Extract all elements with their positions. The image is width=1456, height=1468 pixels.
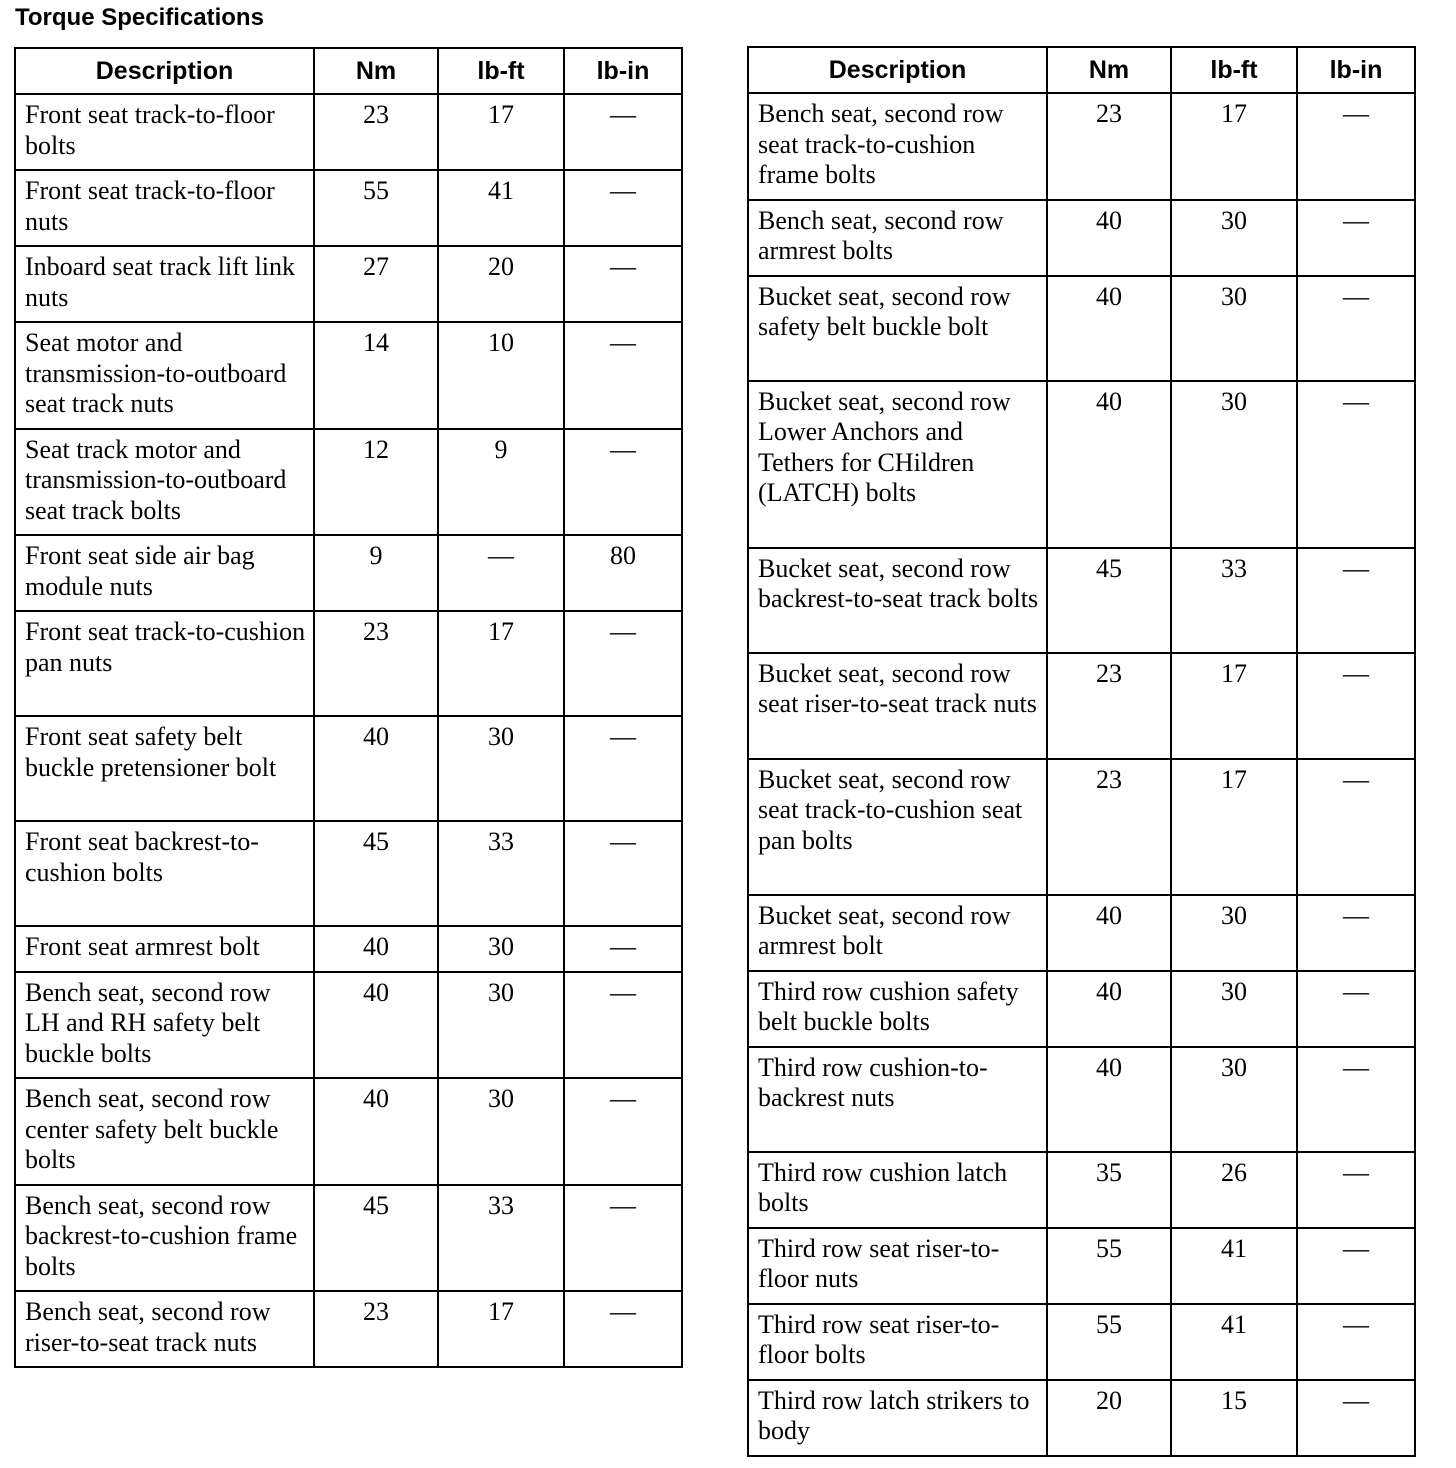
nm-cell: 12 (314, 429, 438, 536)
table-row (748, 971, 1415, 1047)
lb-ft-cell: 30 (438, 926, 564, 972)
table-row (15, 821, 682, 926)
description-cell: Third row seat riser-to-floor bolts (748, 1304, 1047, 1380)
table-row (15, 535, 682, 611)
description-cell: Seat motor and transmission-to-outboard seat track nuts (15, 322, 314, 429)
column-header-nm: Nm (314, 48, 438, 94)
lb-in-cell: — (564, 322, 682, 429)
description-cell: Third row cushion-to-backrest nuts (748, 1047, 1047, 1152)
description-cell: Front seat backrest-to-cushion bolts (15, 821, 314, 926)
table-row (15, 1291, 682, 1367)
table-row (15, 429, 682, 536)
table-row (15, 322, 682, 429)
description-cell: Bucket seat, second row backrest-to-seat track bolts (748, 548, 1047, 653)
nm-cell: 14 (314, 322, 438, 429)
nm-cell: 23 (1047, 93, 1171, 200)
description-cell: Third row cushion safety belt buckle bolts (748, 971, 1047, 1047)
column-header-nm: Nm (1047, 47, 1171, 93)
nm-cell: 40 (314, 716, 438, 821)
nm-cell: 40 (314, 1078, 438, 1185)
description-cell: Bucket seat, second row safety belt buckle bolt (748, 276, 1047, 381)
lb-ft-cell: 26 (1171, 1152, 1297, 1228)
nm-cell: 55 (1047, 1304, 1171, 1380)
lb-in-cell: — (1297, 895, 1415, 971)
description-cell: Bucket seat, second row seat riser-to-seat track nuts (748, 653, 1047, 759)
lb-ft-cell: 33 (438, 821, 564, 926)
nm-cell: 55 (1047, 1228, 1171, 1304)
description-cell: Front seat side air bag module nuts (15, 535, 314, 611)
lb-in-cell: — (564, 94, 682, 170)
description-cell: Bucket seat, second row seat track-to-cushion seat pan bolts (748, 759, 1047, 895)
nm-cell: 9 (314, 535, 438, 611)
nm-cell: 27 (314, 246, 438, 322)
lb-in-cell: — (1297, 93, 1415, 200)
lb-ft-cell: 17 (1171, 93, 1297, 200)
lb-ft-cell: 41 (1171, 1304, 1297, 1380)
nm-cell: 55 (314, 170, 438, 246)
lb-in-cell: — (564, 1185, 682, 1292)
table-row (748, 93, 1415, 200)
lb-in-cell: — (1297, 381, 1415, 548)
lb-in-cell: — (564, 170, 682, 246)
lb-ft-cell: 9 (438, 429, 564, 536)
table-row (15, 611, 682, 716)
nm-cell: 45 (1047, 548, 1171, 653)
nm-cell: 40 (314, 926, 438, 972)
table-header-row (15, 48, 682, 94)
lb-ft-cell: 10 (438, 322, 564, 429)
torque-table-right (747, 46, 1416, 1457)
lb-ft-cell: 30 (1171, 276, 1297, 381)
description-cell: Inboard seat track lift link nuts (15, 246, 314, 322)
page-title: Torque Specifications (15, 4, 264, 31)
lb-in-cell: — (1297, 548, 1415, 653)
description-cell: Front seat track-to-floor nuts (15, 170, 314, 246)
column-header-lb-ft: lb-ft (438, 48, 564, 94)
lb-ft-cell: 33 (438, 1185, 564, 1292)
nm-cell: 45 (314, 821, 438, 926)
description-cell: Front seat track-to-floor bolts (15, 94, 314, 170)
description-cell: Front seat armrest bolt (15, 926, 314, 972)
table-row (748, 1047, 1415, 1152)
description-cell: Bench seat, second row center safety belt buckle bolts (15, 1078, 314, 1185)
lb-ft-cell: 33 (1171, 548, 1297, 653)
table-row (15, 972, 682, 1079)
lb-ft-cell: 41 (438, 170, 564, 246)
table-row (15, 926, 682, 972)
lb-in-cell: — (564, 1291, 682, 1367)
lb-in-cell: — (564, 972, 682, 1079)
nm-cell: 40 (1047, 381, 1171, 548)
lb-ft-cell: 15 (1171, 1380, 1297, 1456)
table-row (748, 653, 1415, 759)
lb-in-cell: — (564, 611, 682, 716)
torque-table-left (14, 47, 683, 1368)
nm-cell: 40 (1047, 895, 1171, 971)
description-cell: Third row cushion latch bolts (748, 1152, 1047, 1228)
description-cell: Bench seat, second row armrest bolts (748, 200, 1047, 276)
lb-in-cell: — (1297, 200, 1415, 276)
lb-in-cell: — (1297, 653, 1415, 759)
table-row (15, 246, 682, 322)
lb-in-cell: 80 (564, 535, 682, 611)
lb-in-cell: — (1297, 1152, 1415, 1228)
description-cell: Third row seat riser-to-floor nuts (748, 1228, 1047, 1304)
nm-cell: 23 (1047, 759, 1171, 895)
nm-cell: 23 (314, 94, 438, 170)
table-row (15, 716, 682, 821)
table-row (748, 200, 1415, 276)
nm-cell: 45 (314, 1185, 438, 1292)
lb-in-cell: — (1297, 759, 1415, 895)
description-cell: Seat track motor and transmission-to-outboard seat track bolts (15, 429, 314, 536)
table-row (748, 759, 1415, 895)
lb-in-cell: — (1297, 276, 1415, 381)
description-cell: Bench seat, second row backrest-to-cushion frame bolts (15, 1185, 314, 1292)
description-cell: Bench seat, second row LH and RH safety belt buckle bolts (15, 972, 314, 1079)
lb-ft-cell: 30 (438, 716, 564, 821)
lb-ft-cell: 17 (1171, 653, 1297, 759)
lb-ft-cell: 30 (1171, 381, 1297, 548)
nm-cell: 40 (1047, 200, 1171, 276)
nm-cell: 40 (1047, 971, 1171, 1047)
table-row (15, 1185, 682, 1292)
lb-in-cell: — (1297, 1380, 1415, 1456)
table-header-row (748, 47, 1415, 93)
lb-ft-cell: 30 (1171, 200, 1297, 276)
lb-ft-cell: — (438, 535, 564, 611)
lb-in-cell: — (564, 1078, 682, 1185)
lb-in-cell: — (1297, 1228, 1415, 1304)
column-header-lb-in: lb-in (564, 48, 682, 94)
table-row (748, 548, 1415, 653)
lb-ft-cell: 30 (438, 972, 564, 1079)
table-row (748, 1152, 1415, 1228)
description-cell: Bench seat, second row riser-to-seat track nuts (15, 1291, 314, 1367)
column-header-description: Description (15, 48, 314, 94)
lb-in-cell: — (1297, 1304, 1415, 1380)
nm-cell: 23 (314, 611, 438, 716)
table-row (748, 1304, 1415, 1380)
lb-in-cell: — (1297, 971, 1415, 1047)
lb-ft-cell: 30 (1171, 895, 1297, 971)
column-header-lb-ft: lb-ft (1171, 47, 1297, 93)
lb-ft-cell: 30 (438, 1078, 564, 1185)
nm-cell: 40 (1047, 276, 1171, 381)
table-row (15, 1078, 682, 1185)
lb-in-cell: — (564, 429, 682, 536)
description-cell: Front seat safety belt buckle pretensioner bolt (15, 716, 314, 821)
nm-cell: 20 (1047, 1380, 1171, 1456)
lb-ft-cell: 20 (438, 246, 564, 322)
description-cell: Front seat track-to-cushion pan nuts (15, 611, 314, 716)
table-row (748, 381, 1415, 548)
lb-in-cell: — (564, 246, 682, 322)
table-row (15, 94, 682, 170)
lb-ft-cell: 17 (438, 611, 564, 716)
column-header-lb-in: lb-in (1297, 47, 1415, 93)
description-cell: Bench seat, second row seat track-to-cushion frame bolts (748, 93, 1047, 200)
lb-ft-cell: 41 (1171, 1228, 1297, 1304)
table-row (748, 1380, 1415, 1456)
lb-in-cell: — (564, 926, 682, 972)
table-row (15, 170, 682, 246)
lb-ft-cell: 17 (438, 94, 564, 170)
lb-ft-cell: 17 (438, 1291, 564, 1367)
lb-in-cell: — (564, 716, 682, 821)
lb-ft-cell: 17 (1171, 759, 1297, 895)
lb-in-cell: — (1297, 1047, 1415, 1152)
table-row (748, 895, 1415, 971)
nm-cell: 23 (1047, 653, 1171, 759)
nm-cell: 23 (314, 1291, 438, 1367)
nm-cell: 40 (1047, 1047, 1171, 1152)
column-header-description: Description (748, 47, 1047, 93)
lb-ft-cell: 30 (1171, 1047, 1297, 1152)
description-cell: Bucket seat, second row Lower Anchors and Tethers for CHildren (LATCH) bolts (748, 381, 1047, 548)
lb-ft-cell: 30 (1171, 971, 1297, 1047)
lb-in-cell: — (564, 821, 682, 926)
nm-cell: 40 (314, 972, 438, 1079)
nm-cell: 35 (1047, 1152, 1171, 1228)
description-cell: Bucket seat, second row armrest bolt (748, 895, 1047, 971)
table-row (748, 276, 1415, 381)
table-row (748, 1228, 1415, 1304)
description-cell: Third row latch strikers to body (748, 1380, 1047, 1456)
